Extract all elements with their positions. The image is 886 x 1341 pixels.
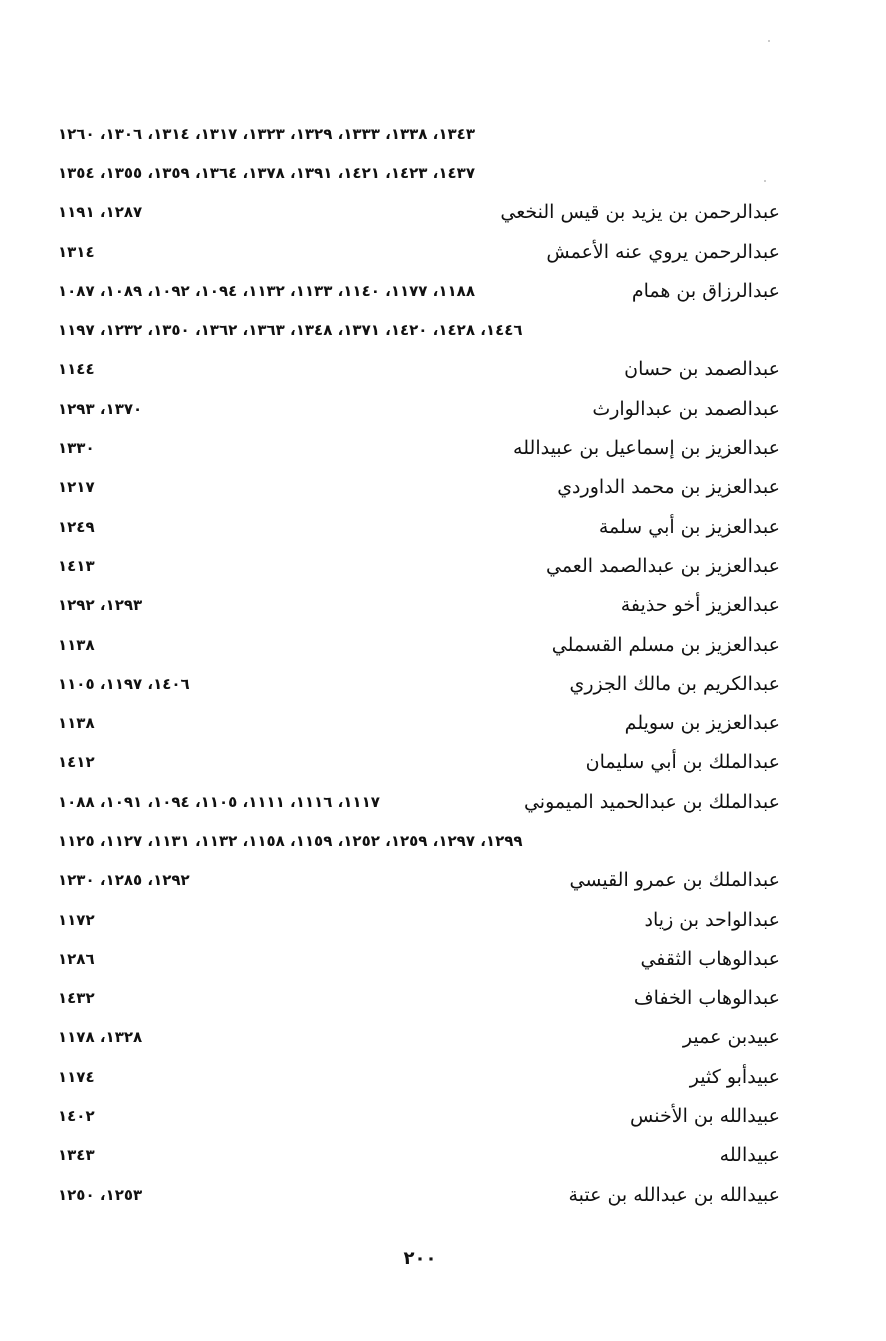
index-entry: [58, 703, 780, 742]
index-entry: [58, 900, 780, 939]
index-entry: [58, 1057, 780, 1096]
entry-name: عبدالرزاق بن همام: [631, 279, 780, 302]
entry-name: عبدالعزيز بن محمد الداوردي: [557, 476, 780, 499]
index-entry: [58, 939, 780, 978]
index-entry: [58, 468, 780, 507]
index-entry: [58, 507, 780, 546]
entry-name: عبدالعزيز بن سويلم: [624, 712, 780, 735]
entry-name: عبدالعزيز بن أبي سلمة: [598, 515, 780, 538]
entry-name: عبدالملك بن عبدالحميد الميموني: [523, 790, 780, 813]
entry-references: ١٢٩٢، ١٢٨٥، ١٢٣٠: [58, 871, 190, 890]
entry-name: عبدالملك بن أبي سليمان: [585, 751, 780, 774]
entry-references: ١٤٠٦، ١١٩٧، ١١٠٥: [58, 674, 190, 693]
entry-references: ١٢٩٣، ١٢٩٢: [58, 596, 143, 615]
entry-references: ١٣١٤: [58, 242, 95, 261]
entry-references: ١٢٨٦: [58, 949, 95, 968]
entry-name: عبدالعزيز أخو حذيفة: [620, 594, 780, 617]
entry-references: ١٣٤٣، ١٣٣٨، ١٣٣٣، ١٣٢٩، ١٣٢٣، ١٣١٧، ١٣١٤، ١٣٠٦، ١٢٦٠: [58, 124, 475, 143]
entry-references: ١٢١٧: [58, 478, 95, 497]
index-entry: [58, 428, 780, 467]
index-entry: [58, 979, 780, 1018]
entry-name: عبيدأبو كثير: [689, 1065, 780, 1088]
scan-speck: [768, 40, 770, 42]
entry-name: عبدالوهاب الثقفي: [640, 947, 780, 970]
entry-name: عبدالعزيز بن عبدالصمد العمي: [545, 554, 780, 577]
entry-name: عبدالرحمن بن يزيد بن قيس النخعي: [500, 201, 780, 224]
entry-name: عبيدبن عمير: [682, 1026, 780, 1049]
entry-references: ١٤١٣: [58, 556, 95, 575]
entry-name: عبدالرحمن يروي عنه الأعمش: [546, 240, 780, 263]
index-entry: [58, 193, 780, 232]
index-entry: [58, 271, 780, 310]
entry-name: عبدالواحد بن زياد: [644, 908, 780, 931]
index-entry: [58, 1175, 780, 1214]
entry-references: ١١١٧، ١١١٦، ١١١١، ١١٠٥، ١٠٩٤، ١٠٩١، ١٠٨٨: [58, 792, 380, 811]
index-entry-continuation: [58, 153, 780, 192]
entry-references: ١٢٥٣، ١٢٥٠: [58, 1185, 143, 1204]
entry-references: ١١٧٢: [58, 910, 95, 929]
entry-references: ١٢٨٧، ١١٩١: [58, 203, 143, 222]
index-entry: [58, 861, 780, 900]
entry-name: عبدالصمد بن عبدالوارث: [592, 397, 780, 420]
index-entry: [58, 350, 780, 389]
entry-references: ١٣٣٠: [58, 439, 95, 458]
entry-references: ١١٨٨، ١١٧٧، ١١٤٠، ١١٣٣، ١١٣٢، ١٠٩٤، ١٠٩٢، ١٠٨٩، ١٠٨٧: [58, 281, 475, 300]
index-entry: [58, 1096, 780, 1135]
index-entry: [58, 1136, 780, 1175]
index-entry: [58, 232, 780, 271]
name-index-list: [58, 114, 780, 1214]
index-entry: [58, 389, 780, 428]
index-entry: [58, 546, 780, 585]
entry-references: ١١٣٨: [58, 635, 95, 654]
index-entry: [58, 743, 780, 782]
entry-references: ١١٧٤: [58, 1067, 95, 1086]
entry-references: ١١٣٨: [58, 714, 95, 733]
entry-references: ١٤٤٦، ١٤٢٨، ١٤٢٠، ١٣٧١، ١٣٤٨، ١٣٦٣، ١٣٦٢، ١٣٥٠، ١٢٣٢، ١١٩٧: [58, 321, 523, 340]
page-number: ٢٠٠: [403, 1248, 437, 1269]
entry-references: ١٢٩٩، ١٢٩٧، ١٢٥٩، ١٢٥٢، ١١٥٩، ١١٥٨، ١١٣٢، ١١٣١، ١١٢٧، ١١٢٥: [58, 831, 523, 850]
index-entry: [58, 664, 780, 703]
entry-name: عبدالعزيز بن إسماعيل بن عبيدالله: [513, 437, 780, 460]
entry-references: ١٤٣٢: [58, 989, 95, 1008]
entry-references: ١١٤٤: [58, 360, 95, 379]
entry-references: ١٤٣٧، ١٤٢٣، ١٤٢١، ١٣٩١، ١٣٧٨، ١٣٦٤، ١٣٥٩، ١٣٥٥، ١٣٥٤: [58, 163, 475, 182]
index-entry-continuation: [58, 310, 780, 349]
index-entry: [58, 1018, 780, 1057]
index-entry: [58, 625, 780, 664]
entry-name: عبيدالله بن الأخنس: [630, 1105, 780, 1128]
entry-name: عبدالصمد بن حسان: [624, 358, 780, 381]
entry-references: ١٤١٢: [58, 753, 95, 772]
entry-name: عبدالملك بن عمرو القيسي: [569, 869, 780, 892]
index-entry-continuation: [58, 821, 780, 860]
entry-references: ١٣٤٣: [58, 1146, 95, 1165]
entry-references: ١٣٧٠، ١٢٩٣: [58, 399, 143, 418]
entry-name: عبدالوهاب الخفاف: [633, 987, 780, 1010]
entry-name: عبيدالله: [719, 1144, 780, 1167]
entry-name: عبيدالله بن عبدالله بن عتبة: [568, 1183, 780, 1206]
entry-name: عبدالكريم بن مالك الجزري: [569, 672, 780, 695]
index-entry: [58, 782, 780, 821]
entry-references: ١٤٠٢: [58, 1107, 95, 1126]
index-entry-continuation: [58, 114, 780, 153]
entry-name: عبدالعزيز بن مسلم القسملي: [551, 633, 780, 656]
index-entry: [58, 586, 780, 625]
entry-references: ١٢٤٩: [58, 517, 95, 536]
entry-references: ١٣٢٨، ١١٧٨: [58, 1028, 143, 1047]
